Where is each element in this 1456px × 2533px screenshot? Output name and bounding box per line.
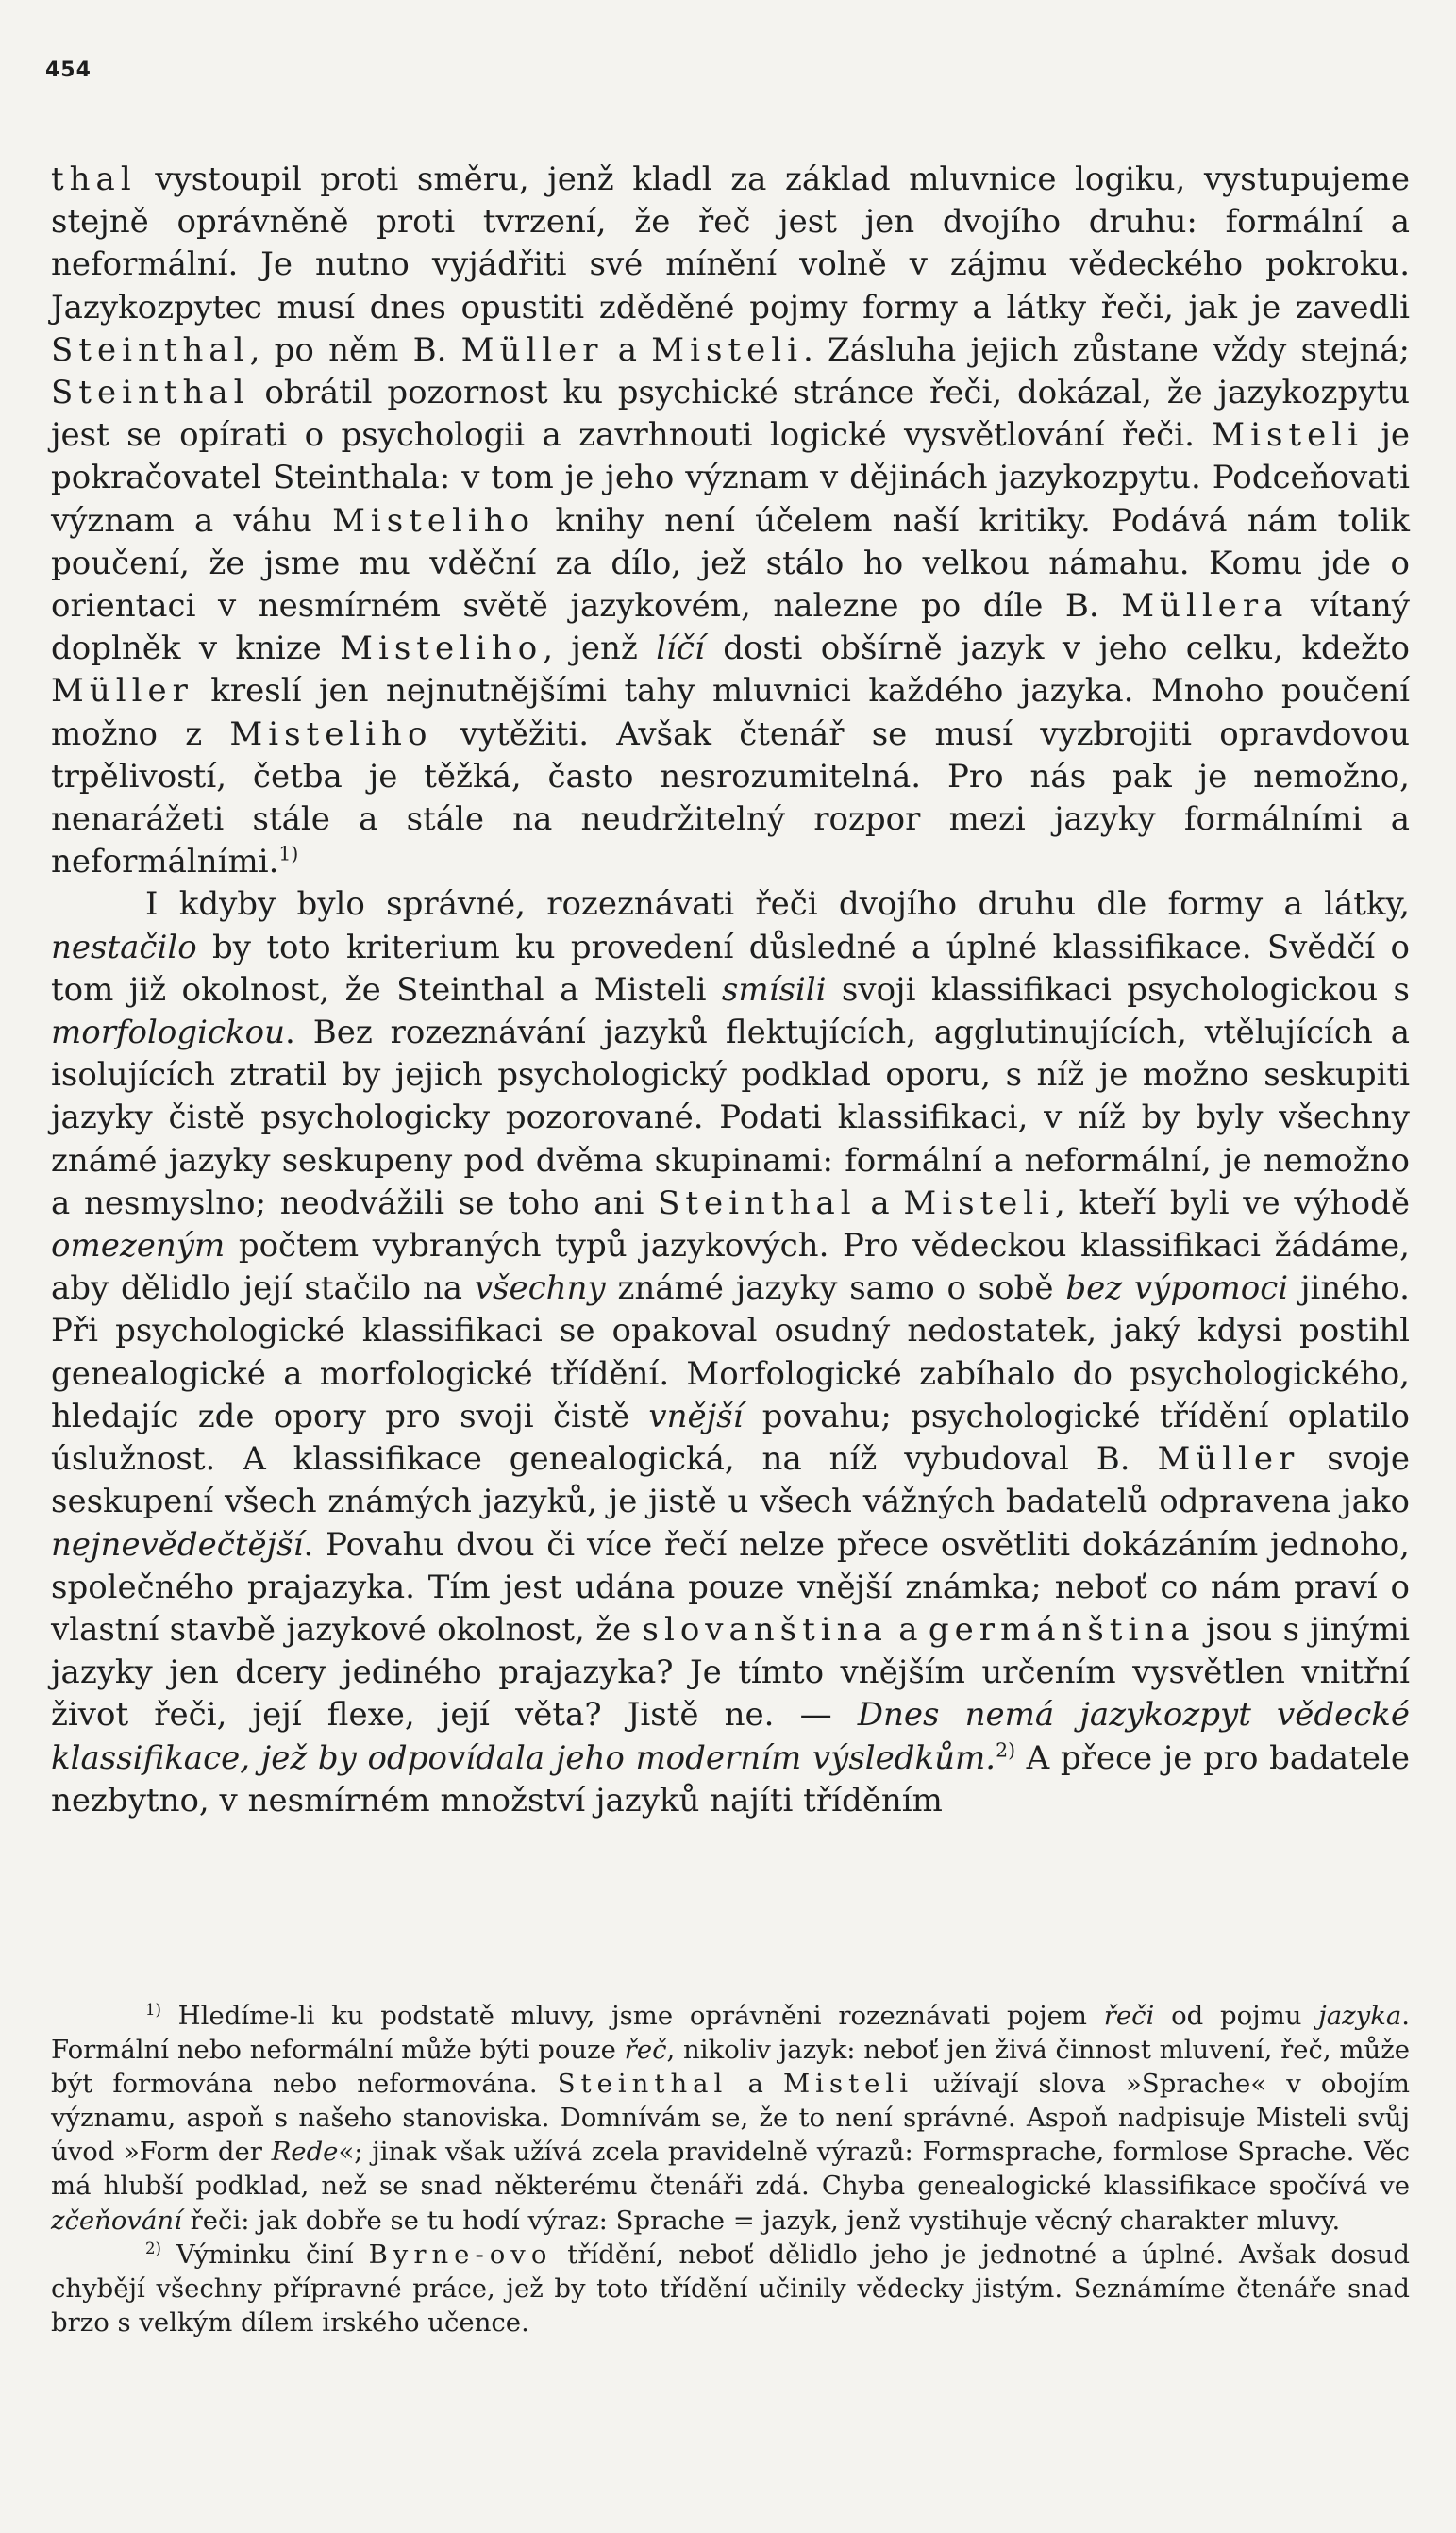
text-segment: Steinthal xyxy=(557,2069,728,2100)
text-segment: , jenž xyxy=(543,629,657,668)
text-segment: řeč xyxy=(624,2035,667,2066)
text-segment: slovanština xyxy=(642,1610,888,1649)
footnote-ref: 2) xyxy=(145,2239,161,2257)
text-segment: . Povahu dvou či více řečí nelze přece osvětliti dokázáním jednoho, společného prajazyka. Tím jest udána pouze vnější známka; neboť co nám praví o vlastní stavbě jazykové okolnost, že xyxy=(51,1525,1410,1649)
text-segment: jiného. Při psychologické klassifikaci se opakoval osudný nedostatek, jaký kdysi postihl genealogické a morfologické třídění. Morfologické zabíhalo do psychologického, hledajíc zde opory pro svoji čistě xyxy=(51,1269,1410,1435)
text-segment: . Zásluha jejich zůstane vždy stejná; xyxy=(802,330,1411,369)
text-segment: Müller xyxy=(51,672,193,711)
footnote-ref: 1) xyxy=(145,2000,161,2019)
text-segment: Misteliho xyxy=(340,629,544,668)
text-segment: povahu; psychologické třídění oplatilo úslužnost. A klassifikace genealogická, na níž vybudoval B. xyxy=(51,1397,1410,1479)
text-segment: známé jazyky samo o sobě xyxy=(605,1269,1066,1308)
text-segment: je pokračovatel Steinthala: v tom je jeho význam v dějinách jazykozpytu. Podceňovati význam a váhu xyxy=(51,416,1410,540)
footnotes xyxy=(51,1999,1410,2340)
text-segment: Müller xyxy=(460,330,604,369)
text-segment: A přece je pro badatele nezbytno, v nesmírném množství jazyků najíti tříděním xyxy=(51,1738,1410,1820)
text-segment: řeči: jak dobře se tu hodí výraz: Sprache = jazyk, jenž vystihuje věcný charakter mluvy. xyxy=(181,2205,1341,2236)
footnote xyxy=(51,1999,1410,2238)
text-segment: Steinthal xyxy=(658,1183,857,1222)
text-segment: Müllera xyxy=(1121,587,1289,626)
text-segment: omezeným xyxy=(51,1227,226,1266)
text-segment: germánština xyxy=(928,1610,1196,1649)
text-segment: bez výpomoci xyxy=(1065,1269,1289,1308)
text-segment: Rede xyxy=(271,2137,339,2168)
text-segment: morfologickou xyxy=(51,1014,286,1052)
text-segment: Misteli xyxy=(1212,416,1364,455)
text-segment: vystoupil proti směru, jenž kladl za základ mluvnice logiku, vystupujeme stejně oprávněně proti tvrzení, že řeč jest jen dvojího druhu: formální a neformální. Je nutno vyjádřiti své mínění volně v zájmu vědeckého pokroku. Jazykozpytec musí dnes opustiti zděděné pojmy formy a látky řeči, jak je zavedli xyxy=(51,160,1410,327)
text-segment: a xyxy=(856,1183,904,1222)
text-segment: knihy není účelem naší kritiky. Podává nám tolik poučení, že jsme mu vděční za dílo, jež stálo ho velkou námahu. Komu jde o orientaci v nesmírném světě jazykovém, nalezne po díle B. xyxy=(51,501,1410,626)
text-segment: a xyxy=(728,2069,784,2100)
text-segment: Steinthal xyxy=(51,374,250,412)
text-segment: Misteli xyxy=(903,1183,1056,1222)
text-segment: Steinthal xyxy=(51,330,250,369)
main-text xyxy=(51,159,1410,1822)
text-segment: svoji klassifikaci psychologickou s xyxy=(826,970,1410,1009)
text-segment: Misteliho xyxy=(332,501,536,540)
text-segment: vnější xyxy=(648,1397,744,1435)
text-segment: , kteří byli ve výhodě xyxy=(1055,1183,1410,1222)
text-segment: Výminku činí xyxy=(160,2239,369,2270)
text-segment: Misteli xyxy=(651,330,803,369)
text-segment: nestačilo xyxy=(51,928,197,966)
text-segment: Dnes nemá jazykozpyt vědecké klassifikace, jež by odpovídala jeho moderním výsledkům. xyxy=(51,1696,1411,1777)
text-segment: zčeňování xyxy=(51,2205,182,2236)
footnote-ref: 1) xyxy=(278,842,299,865)
text-segment: všechny xyxy=(474,1269,606,1308)
text-segment: Misteliho xyxy=(229,714,433,753)
text-segment: Hledíme-li ku podstatě mluvy, jsme oprávněni rozeznávati pojem xyxy=(160,2001,1104,2031)
text-segment: Byrne-ovo xyxy=(368,2239,553,2270)
text-segment: třídění, neboť dělidlo jeho je jednotné a úplné. Avšak dosud chybějí všechny přípravné práce, jež by toto třídění učinily vědecky jistým. Seznámíme čtenáře snad brzo s velkým dílem irského učence. xyxy=(51,2239,1410,2338)
text-segment: kreslí jen nejnutnějšími tahy mluvnici každého jazyka. Mnoho poučení možno z xyxy=(51,672,1410,753)
page-number: 454 xyxy=(45,59,92,82)
text-segment: užívají slova »Sprache« v obojím významu, aspoň s našeho stanoviska. Domnívám se, že to není správné. Aspoň nadpisuje Misteli svůj úvod »Form der xyxy=(51,2069,1410,2168)
text-segment: od pojmu xyxy=(1154,2001,1319,2031)
text-segment: a xyxy=(603,330,652,369)
paragraph xyxy=(51,159,1410,883)
footnote xyxy=(51,2238,1410,2340)
text-segment: řeči xyxy=(1103,2001,1155,2031)
text-segment: a xyxy=(887,1610,929,1649)
text-segment: počtem vybraných typů jazykových. Pro vědeckou klassifikaci žádáme, aby dělidlo její stačilo na xyxy=(51,1227,1410,1308)
text-segment: nejnevědečtější xyxy=(51,1525,304,1564)
footnote-ref: 2) xyxy=(996,1738,1016,1762)
text-segment: I kdyby bylo správné, rozeznávati řeči dvojího druhu dle formy a látky, xyxy=(145,885,1410,924)
text-segment: Misteli xyxy=(783,2069,913,2100)
text-segment: jazyka xyxy=(1318,2001,1402,2031)
text-segment: dosti obšírně jazyk v jeho celku, kdežto xyxy=(704,629,1410,668)
text-segment: obrátil pozornost ku psychické stránce řeči, dokázal, že jazykozpytu jest se opírati o psychologii a zavrhnouti logické vysvětlování řeči. xyxy=(51,374,1410,455)
text-segment: thal xyxy=(51,160,137,198)
text-segment: svoje seskupení všech známých jazyků, je jistě u všech vážných badatelů odpravena jako xyxy=(51,1440,1410,1521)
text-segment: vítaný doplněk v knize xyxy=(51,587,1410,668)
text-segment: , po něm B. xyxy=(249,330,461,369)
text-segment: , nikoliv jazyk: neboť jen živá činnost mluvení, řeč, může být formována nebo neformována. xyxy=(51,2035,1410,2100)
text-segment: Müller xyxy=(1157,1440,1300,1479)
text-segment: jsou s jinými jazyky jen dcery jediného prajazyka? Je tímto vnějším určením vysvětlen vnitřní život řeči, její flexe, její věta? Jistě ne. — xyxy=(51,1610,1410,1735)
paragraph xyxy=(51,883,1410,1821)
text-segment: . Formální nebo neformální může býti pouze xyxy=(51,2001,1411,2066)
text-segment: by toto kriterium ku provedení důsledné a úplné klassifikace. Svědčí o tom již okolnost, že Steinthal a Misteli xyxy=(51,928,1410,1009)
text-segment: líčí xyxy=(656,629,705,668)
text-segment: vytěžiti. Avšak čtenář se musí vyzbrojiti opravdovou trpělivostí, četba je těžká, často nesrozumitelná. Pro nás pak je nemožno, nenarážeti stále a stále na neudržitelný rozpor mezi jazyky formálními a neformálními. xyxy=(51,714,1410,881)
text-segment: «; jinak však užívá zcela pravidelně výrazů: Formsprache, formlose Sprache. Věc má hlubší podklad, než se snad některému čtenáři zdá. Chyba genealogické klassifikace spočívá ve xyxy=(51,2137,1410,2202)
text-segment: . Bez rozeznávání jazyků flektujících, agglutinujících, vtělujících a isolujících ztratil by jejich psychologický podklad oporu, s níž je možno seskupiti jazyky čistě psychologicky pozorované. Podati klassifikaci, v níž by byly všechny známé jazyky seskupeny pod dvěma skupinami: formální a neformální, je nemožno a nesmyslno; neodvážili se toho ani xyxy=(51,1014,1410,1222)
text-segment: smísili xyxy=(721,970,827,1009)
